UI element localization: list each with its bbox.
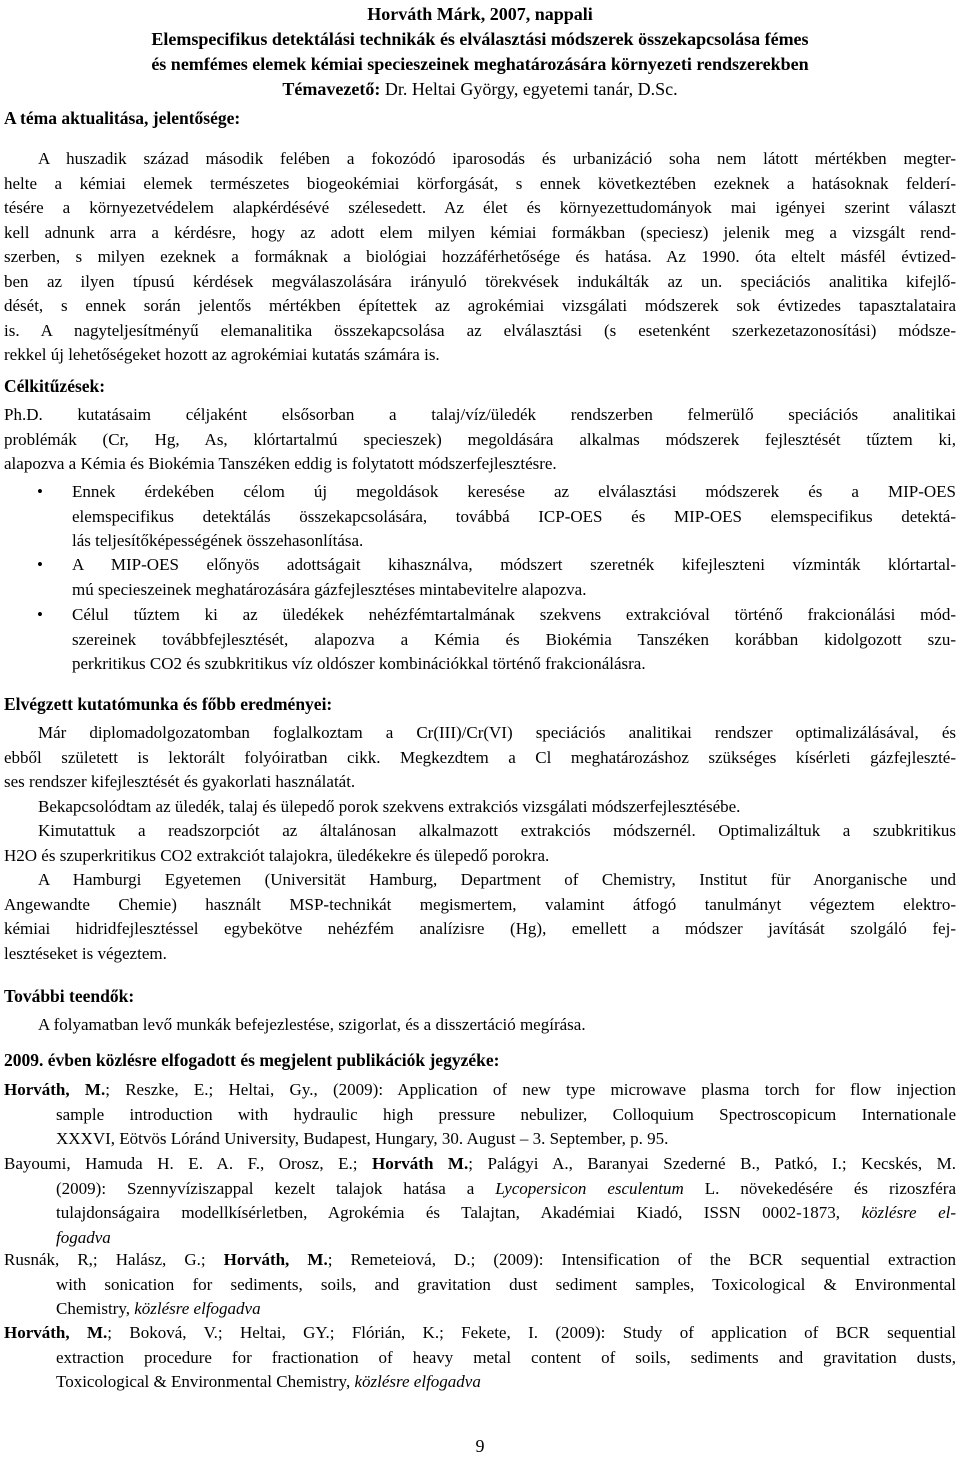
section-heading-goals: Célkitűzések: xyxy=(4,376,106,396)
text-line: perkritikus CO2 és szubkritikus víz oldószer kombinációkkal történő frakcionálásra. xyxy=(72,654,646,673)
bullet-icon: • xyxy=(37,605,43,624)
text-line: Bayoumi, Hamuda H. E. A. F., Orosz, E.; Horváth M.; Palágyi A., Baranyai Szederné B., Patkó, I.; Kecskés, M. xyxy=(4,1154,956,1173)
publication-4 xyxy=(4,1321,956,1395)
text-line: Horváth, M.; Boková, V.; Heltai, GY.; Flórián, K.; Fekete, I. (2009): Study of application of BCR sequential xyxy=(4,1323,956,1342)
text-line: tésére a környezetvédelem alapkérdésévé szélesedett. Az élet és környezettudományok mai igényei szerint választ xyxy=(4,198,956,217)
text-line: szerben, s milyen ezeknek a formáknak a biológiai hozzáférhetősége és hatása. Az 1990. óta eltelt másfél évtized- xyxy=(4,247,956,266)
text-line: Bekapcsolódtam az üledék, talaj és ülepedő porok szekvens extrakciós vizsgálati módszerfejlesztésébe. xyxy=(38,796,741,816)
section-heading-results: Elvégzett kutatómunka és főbb eredményei: xyxy=(4,694,333,714)
text-line: problémák (Cr, Hg, As, klórtartalmú specieszek) megoldására alkalmas módszerek fejlesztését tűztem ki, xyxy=(4,429,956,449)
section-heading-relevance: A téma aktualitása, jelentősége: xyxy=(4,108,241,128)
supervisor-label: Témavezető: xyxy=(282,79,381,99)
text-line: Chemistry, közlésre elfogadva xyxy=(56,1299,261,1318)
author-bold: Horváth, M. xyxy=(4,1080,106,1099)
text-line: A Hamburgi Egyetemen (Universität Hamburg, Department of Chemistry, Institut für Anorganische und xyxy=(38,870,956,889)
text-line: tulajdonságaira modellkísérletben, Agrokémia és Talajtan, Akadémiai Kiadó, ISSN 0002-1873, közlésre el- xyxy=(56,1203,956,1222)
todo-paragraph xyxy=(4,1013,956,1038)
thesis-title-line-1: Elemspecifikus detektálási technikák és elválasztási módszerek összekapcsolása fémes xyxy=(151,29,809,49)
intro-paragraph xyxy=(4,147,956,368)
author-bold: Horváth, M. xyxy=(4,1323,108,1342)
text-line: lás teljesítőképességének összehasonlítása. xyxy=(72,531,364,550)
results-paragraph xyxy=(4,721,956,966)
bullet-icon: • xyxy=(37,482,43,501)
text-line: A huszadik század második felében a fokozódó iparosodás és urbanizáció soha nem látott mértékben megter- xyxy=(38,149,956,168)
text-line: sample introduction with hydraulic high pressure nebulizer, Colloquium Spectroscopicum Internationale xyxy=(56,1104,956,1124)
bullet-icon: • xyxy=(37,555,43,574)
publication-2 xyxy=(4,1152,956,1250)
text-line: ebből született is lektorált folyóiratban cikk. Megkezdtem a Cl meghatározáshoz szükséges kísérleti gázfejleszté- xyxy=(4,747,956,767)
text-line: A MIP-OES előnyös adottságait kihasználva, módszert szeretnék kifejleszteni vízminták klórtartal- xyxy=(72,555,956,574)
text-line: with sonication for sediments, soils, and gravitation dust sediment samples, Toxicological & Environmental xyxy=(56,1274,956,1294)
text-line: Célul tűztem ki az üledékek nehézfémtartalmának szekvens extrakcióval történő frakcionálási mód- xyxy=(72,605,956,624)
text-line: extraction procedure for fractionation of heavy metal content of soils, sediments and gravitation dusts, xyxy=(56,1347,956,1367)
text-line: szereinek továbbfejlesztését, alapozva a Kémia és Biokémia Tanszéken korábban kidolgozott szu- xyxy=(72,629,956,649)
author-bold: Horváth, M. xyxy=(223,1250,328,1269)
text-line: H2O és szuperkritikus CO2 extrakciót talajokra, üledékekre és ülepedő porokra. xyxy=(4,845,550,865)
text-line: ben az ilyen típusú kérdések megválaszolására irányuló törekvések indukálták az un. speciációs analitika kifejlő- xyxy=(4,271,956,291)
bullet-text xyxy=(72,603,956,677)
text-line: Ph.D. kutatásaim céljaként elsősorban a talaj/víz/üledék rendszerben felmerülő speciációs analitikai xyxy=(4,405,956,424)
bullet-text xyxy=(72,480,956,554)
text-line: is. A nagyteljesítményű elemanalitika összekapcsolása az elválasztási (s esetenként szerkezetazonosítási) módsze- xyxy=(4,320,956,340)
section-heading-publications: 2009. évben közlésre elfogadott és megjelent publikációk jegyzéke: xyxy=(4,1050,500,1070)
author-bold: Horváth M. xyxy=(372,1154,469,1173)
text-line: lesztéseket is végeztem. xyxy=(4,943,167,963)
text-line: helte a kémiai elemek természetes biogeokémiai körforgását, s ennek következtében ezeknek a hatásoknak felderí- xyxy=(4,173,956,193)
page-number: 9 xyxy=(475,1436,485,1456)
thesis-title-line-2: és nemfémes elemek kémiai specieszeinek meghatározására környezeti rendszerekben xyxy=(151,54,809,74)
text-line: Toxicological & Environmental Chemistry, közlésre elfogadva xyxy=(56,1372,481,1391)
text-line: rekkel új lehetőségeket hozott az agrokémiai kutatás számára is. xyxy=(4,345,440,364)
section-heading-todo: További teendők: xyxy=(4,986,135,1006)
text-line: ses rendszer kifejlesztését és gyakorlati használatát. xyxy=(4,772,356,791)
text-line: Horváth, M.; Reszke, E.; Heltai, Gy., (2009): Application of new type microwave plasma torch for flow injection xyxy=(4,1080,956,1099)
text-line: kell adnunk arra a kérdésre, hogy az adott elem milyen kémiai formákban (speciesz) jelenik meg a vizsgált rend- xyxy=(4,222,956,242)
bullet-text xyxy=(72,553,956,602)
text-line: A folyamatban levő munkák befejezlestése, szigorlat, és a disszertáció megírása. xyxy=(38,1015,586,1034)
author-line: Horváth Márk, 2007, nappali xyxy=(367,4,593,24)
publication-1 xyxy=(4,1078,956,1152)
text-line: elemspecifikus detektálás összekapcsolására, továbbá ICP-OES és MIP-OES elemspecifikus detektá- xyxy=(72,506,956,526)
publication-3 xyxy=(4,1248,956,1322)
text-line: Kimutattuk a readszorpciót az általánosan alkalmazott extrakciós módszernél. Optimalizáltuk a szubkritikus xyxy=(38,821,956,840)
text-line: Angewandte Chemie) használt MSP-technikát megismertem, valamint átfogó tanulmányt végeztem elektro- xyxy=(4,894,956,914)
text-line: mú specieszeinek meghatározására gázfejlesztéses mintabevitelre alapozva. xyxy=(72,579,587,599)
text-line: dését, s ennek során jelentős mértékben építettek az agrokémiai vizsgálati módszerek sok évtizedes tapasztalataira xyxy=(4,296,956,315)
supervisor-line xyxy=(0,77,960,102)
text-line: kémiai hidridfejlesztéssel egybekötve nehézfém analízisre (Hg), emellett a módszer javítását szolgáló fej- xyxy=(4,919,956,938)
goals-paragraph xyxy=(4,403,956,477)
supervisor-value: Dr. Heltai György, egyetemi tanár, D.Sc. xyxy=(380,79,678,99)
text-line: fogadva xyxy=(56,1227,111,1247)
text-line: XXXVI, Eötvös Lóránd University, Budapest, Hungary, 30. August – 3. September, p. 95. xyxy=(56,1129,669,1148)
text-line: alapozva a Kémia és Biokémia Tanszéken eddig is folytatott módszerfejlesztésre. xyxy=(4,454,557,473)
text-line: Már diplomadolgozatomban foglalkoztam a Cr(III)/Cr(VI) speciációs analitikai rendszer optimalizálásával, és xyxy=(38,723,956,742)
text-line: Rusnák, R,; Halász, G.; Horváth, M.; Remeteiová, D.; (2009): Intensification of the BCR sequential extraction xyxy=(4,1250,956,1269)
text-line: (2009): Szennyvíziszappal kezelt talajok hatása a Lycopersicon esculentum L. növekedésére és rizoszféra xyxy=(56,1178,957,1198)
text-line: Ennek érdekében célom új megoldások keresése az elválasztási módszerek és a MIP-OES xyxy=(72,482,956,501)
